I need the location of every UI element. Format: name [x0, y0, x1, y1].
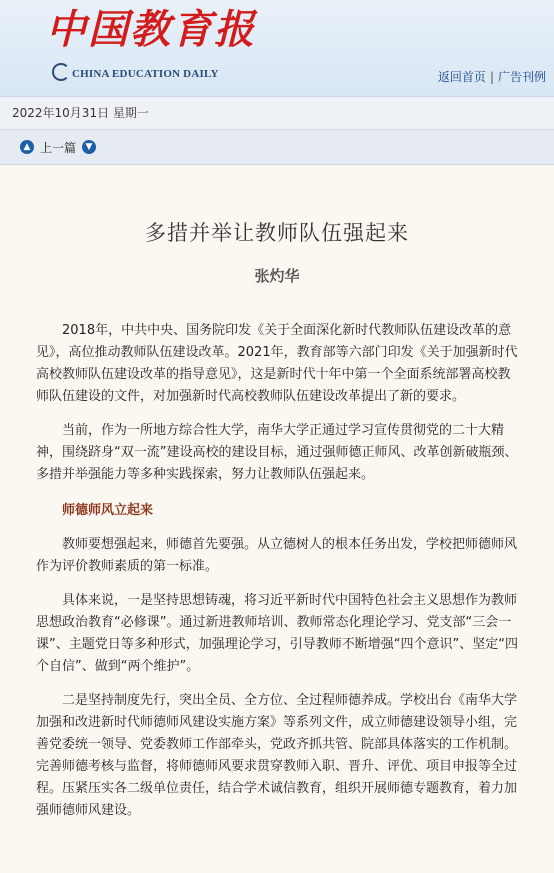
newspaper-logo[interactable]: 中国教育报: [46, 6, 256, 53]
prev-article-link[interactable]: 上一篇: [40, 140, 77, 155]
paragraph: 当前，作为一所地方综合性大学，南华大学正通过学习宣传贯彻党的二十大精神，围绕跻身“双一流”建设高校的建设目标，通过强师德正师风、改革创新破瓶颈、多措并举强能力等多种实践探索，努力让教师队伍强起来。: [36, 423, 518, 482]
paragraph: 二是坚持制度先行，突出全员、全方位、全过程师德养成。学校出台《南华大学加强和改进新时代师德师风建设实施方案》等系列文件，成立师德建设领导小组，完善党委统一领导、党委教师工作部牵头，党政齐抓共管、院部具体落实的工作机制。完善师德考核与监督，将师德师风要求贯穿教师入职、晋升、评优、项目申报等全过程。压紧压实各二级单位责任，结合学术诚信教育，组织开展师德专题教育，着力加强师德师风建设。: [36, 693, 518, 818]
article-text: [36, 320, 518, 822]
article-title: 多措并举让教师队伍强起来: [145, 221, 409, 245]
paragraph: 2018年，中共中央、国务院印发《关于全面深化新时代教师队伍建设改革的意见》，高位推动教师队伍建设改革。2021年，教育部等六部门印发《关于加强新时代高校教师队伍建设改革的指导意见》，这是新时代十年中第一个全面系统部署高校教师队伍建设的文件，对加强新时代高校教师队伍建设改革提出了新的要求。: [36, 323, 518, 404]
newspaper-logo-english: CHINA EDUCATION DAILY: [72, 68, 219, 80]
ad-rates-link[interactable]: 广告刊例: [497, 70, 546, 84]
paragraph: 具体来说，一是坚持思想铸魂，将习近平新时代中国特色社会主义思想作为教师思想政治教育“必修课”。通过新进教师培训、教师常态化理论学习、党支部“三会一课”、主题党日等多种形式，加强理论学习，引导教师不断增强“四个意识”、坚定“四个自信”、做到“两个维护”。: [36, 593, 518, 674]
home-link[interactable]: 返回首页: [437, 70, 486, 84]
next-arrow-icon[interactable]: ▼: [82, 140, 96, 154]
top-links: [438, 68, 546, 85]
date-line: 2022年10月31日 星期一: [0, 97, 554, 130]
article-nav: [0, 130, 554, 165]
prev-arrow-icon[interactable]: ▲: [20, 140, 34, 154]
link-separator: |: [489, 70, 494, 84]
section-heading: 师德师风立起来: [62, 503, 154, 518]
logo-emblem-icon: [52, 63, 70, 81]
article-author: 张灼华: [254, 267, 300, 285]
article-body: [0, 165, 554, 873]
paragraph: 教师要想强起来，师德首先要强。从立德树人的根本任务出发，学校把师德师风作为评价教师素质的第一标准。: [36, 537, 518, 574]
masthead: [0, 0, 554, 97]
